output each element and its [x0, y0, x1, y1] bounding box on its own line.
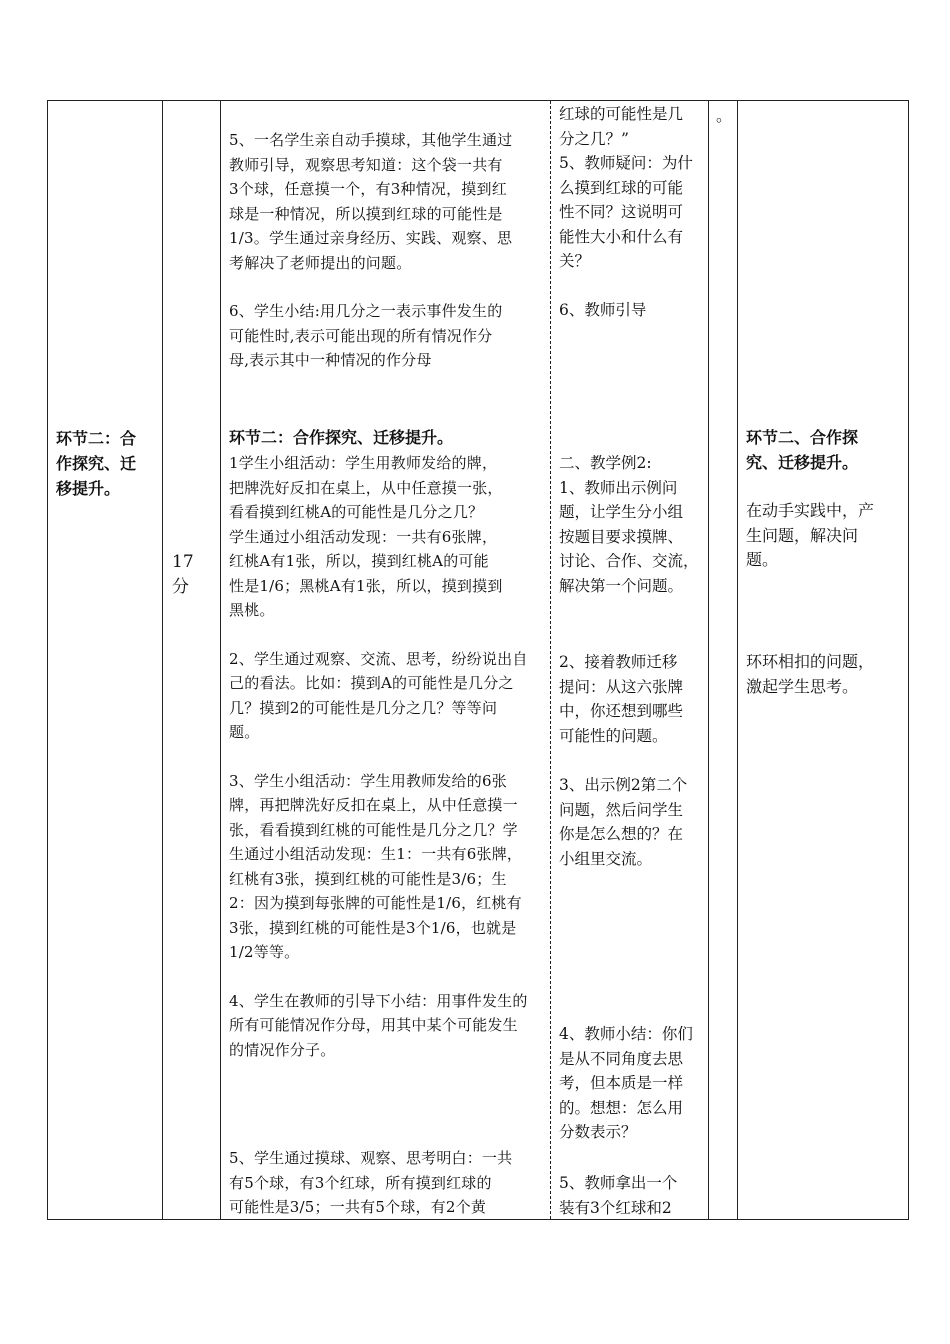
teacher-paragraph: 3、出示例2第二个 问题，然后问学生 你是怎么想的？在 小组里交流。 [559, 776, 688, 868]
column-divider-dashed [550, 101, 551, 1219]
note-mark: 。 [716, 106, 733, 125]
student-paragraph: 3、学生小组活动：学生用教师发给的6张 牌，再把牌洗好反扣在桌上，从中任意摸一 张，看看摸到红桃的可能性是几分之几？学 生通过小组活动发现：生1：一共有6张牌， 红桃有3张，摸到红桃的可能性是3/6；生 2：因为摸到每张牌的可能性是1/6，红桃有 3张，摸到红桃的可能性是3个1/6，也就是 1/2等等。 [229, 771, 523, 961]
teacher-paragraph: 5、教师拿出一个 装有3个红球和2 [559, 1174, 678, 1217]
column-divider [162, 101, 163, 1219]
student-paragraph: 5、学生通过摸球、观察、思考明白：一共 有5个球，有3个红球，所有摸到红球的 可能性是3/5；一共有5个球，有2个黄 [229, 1149, 513, 1216]
time-cell [172, 550, 212, 600]
teacher-paragraph: 2、接着教师迁移 提问：从这六张牌 中，你还想到哪些 可能性的问题。 [559, 653, 684, 745]
teacher-items-cell [559, 773, 705, 871]
student-paragraph: 5、一名学生亲自动手摸球，其他学生通过 教师引导，观察思考知道：这个袋一共有 3个球，任意摸一个，有3种情况，摸到红 球是一种情况，所以摸到红球的可能性是 1/3。学生通过亲身经历、实践、观察、思 考解决了老师提出的问题。 [229, 131, 513, 272]
time-value: 17 分 [172, 552, 194, 597]
intent-items-cell [746, 499, 904, 573]
student-activity-cell [229, 128, 549, 373]
intent-paragraph: 环环相扣的问题， 激起学生思考。 [746, 652, 875, 696]
student-section-title: 环节二：合作探究、迁移提升。 [229, 428, 454, 447]
column-divider [220, 101, 221, 1219]
student-items-cell [229, 451, 549, 1062]
teacher-paragraph: 6、教师引导 [559, 300, 647, 319]
student-paragraph: 4、学生在教师的引导下小结：用事件发生的 所有可能情况作分母，用其中某个可能发生 的情况作分子。 [229, 991, 528, 1059]
student-section-title-cell [229, 426, 549, 451]
teacher-paragraph: 4、教师小结：你们 是从不同角度去思 考，但本质是一样 的。想想：怎么用 分数表示？ [559, 1025, 693, 1141]
teacher-activity-cell [559, 102, 705, 322]
step-title-cell [56, 426, 156, 501]
column-divider [708, 101, 709, 1219]
teacher-items-cell [559, 1022, 705, 1145]
student-paragraph: 6、学生小结:用几分之一表示事件发生的 可能性时,表示可能出现的所有情况作分 母,表示其中一种情况的作分母 [229, 302, 503, 369]
teacher-paragraph: 二、教学例2: 1、教师出示例问 题，让学生分小组 按题目要求摸牌、 讨论、合作、交流， 解决第一个问题。 [559, 454, 699, 595]
intent-items-cell [746, 650, 904, 699]
student-paragraph: 1学生小组活动：学生用教师发给的牌， 把牌洗好反扣在桌上，从中任意摸一张， 看看摸到红桃A的可能性是几分之几？ 学生通过小组活动发现：一共有6张牌， 红桃A有1张，所以，摸到红桃A的可能 性是1/6；黑桃A有1张，所以，摸到摸到 黑桃。 [229, 454, 503, 619]
student-paragraph: 2、学生通过观察、交流、思考，纷纷说出自 己的看法。比如：摸到A的可能性是几分之 几？摸到2的可能性是几分之几？等等问 题。 [229, 649, 528, 741]
column-divider [737, 101, 738, 1219]
teacher-items-cell [559, 650, 705, 748]
step-title: 环节二：合 作探究、迁 移提升。 [56, 429, 137, 498]
teacher-items-cell [559, 1171, 705, 1220]
intent-title-cell [746, 426, 904, 475]
note-cell [716, 104, 736, 129]
teacher-paragraph: 红球的可能性是几 分之几？” 5、教师疑问：为什 么摸到红球的可能 性不同？这说明可 能性大小和什么有 关？ [559, 105, 693, 270]
intent-title: 环节二、合作探 究、迁移提升。 [746, 428, 859, 472]
teacher-items-cell [559, 451, 705, 598]
intent-paragraph: 在动手实践中，产 生问题，解决问 题。 [746, 501, 875, 569]
student-items-cell [229, 1146, 549, 1220]
lesson-plan-table [47, 100, 909, 1220]
